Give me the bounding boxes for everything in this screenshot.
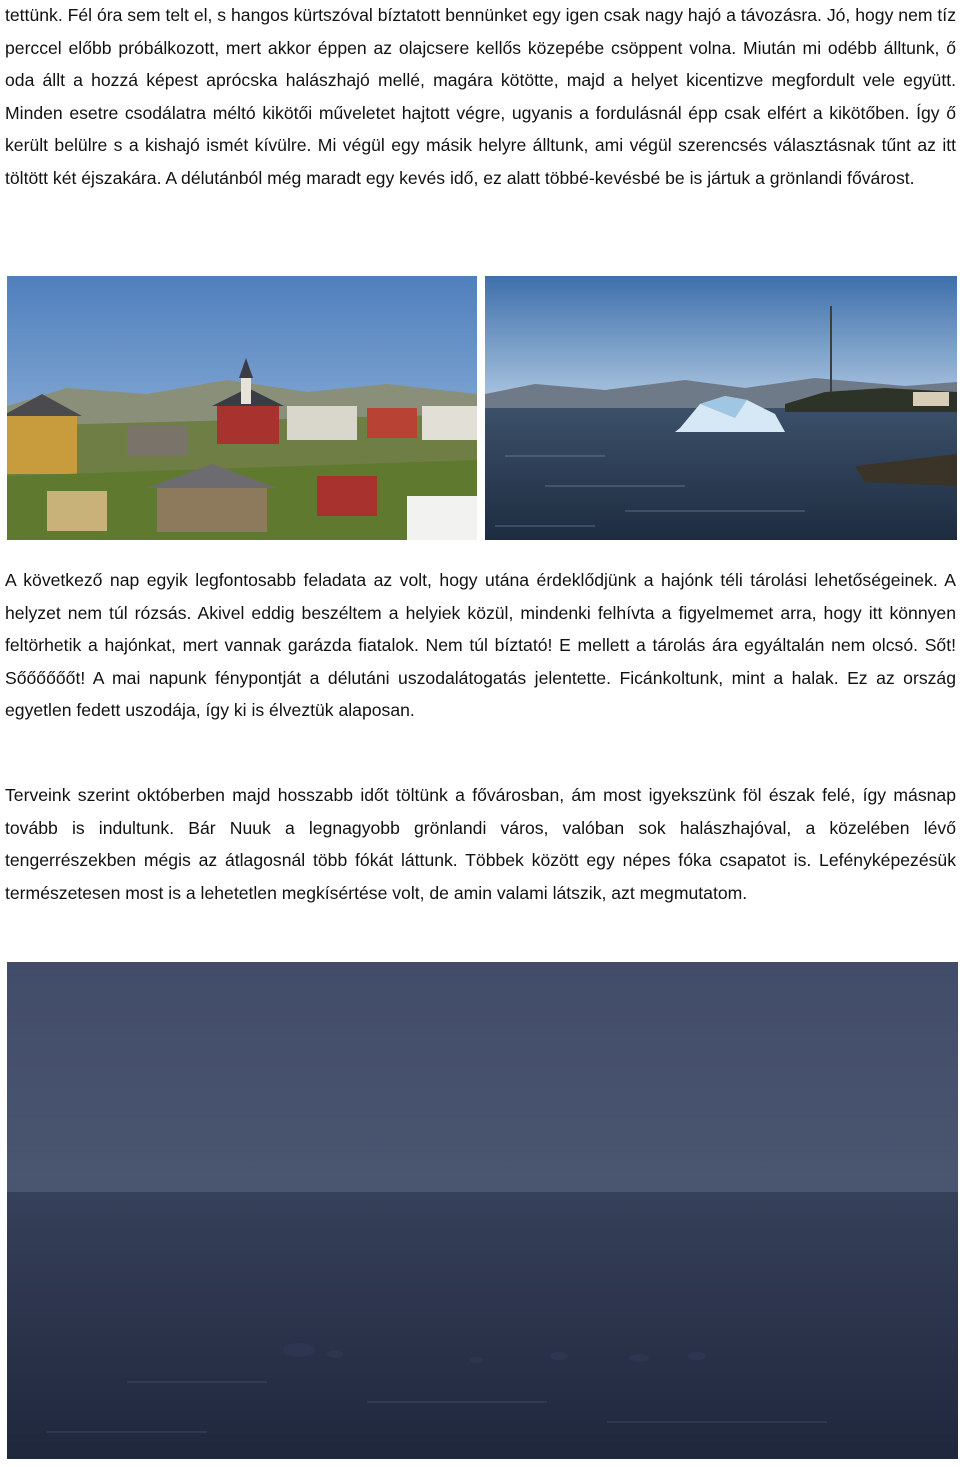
nuuk-town-photo xyxy=(7,276,477,540)
iceberg-harbor-photo xyxy=(485,276,957,540)
paragraph-intro: tettünk. Fél óra sem telt el, s hangos kürtszóval bíztatott bennünket egy igen csak nagy hajó a távozásra. Jó, hogy nem tíz perccel előbb próbálkozott, mert akkor éppen az olajcsere kellős közepébe csöppent volna. Miután mi odébb álltunk, ő oda állt a hozzá képest aprócska halászhajó mellé, magára kötötte, majd a helyet kicentizve megfordult vele együtt. Minden esetre csodálatra méltó kikötői műveletet hajtott végre, ugyanis a fordulásnál épp csak elfért a kikötőben. Így ő került belülre s a kishajó ismét kívülre. Mi végül egy másik helyre álltunk, ami végül szerencsés választásnak tűnt az itt töltött két éjszakára. A délutánból még maradt egy kevés idő, ez alatt többé-kevésbé be is jártuk a grönlandi fővárost. xyxy=(5,5,956,188)
seals-in-water-photo xyxy=(7,962,958,1459)
paragraph-seals: Terveink szerint októberben majd hosszabb időt töltünk a fővárosban, ám most igyekszünk föl észak felé, így másnap tovább is indultunk. Bár Nuuk a legnagyobb grönlandi város, valóban sok halászhajóval, a közelében lévő tengerrészekben mégis az átlagosnál több fókát láttunk. Többek között egy népes fóka csapatot is. Lefényképezésük természetesen most is a lehetetlen megkísértése volt, de amin valami látszik, azt megmutatom. xyxy=(5,785,956,903)
paragraph-winter-storage: A következő nap egyik legfontosabb feladata az volt, hogy utána érdeklődjünk a hajónk téli tárolási lehetőségeinek. A helyzet nem túl rózsás. Akivel eddig beszéltem a helyiek közül, mindenki felhívta a figyelmemet arra, hogy itt könnyen feltörhetik a hajónkat, mert vannak garázda fiatalok. Nem túl bíztató! E mellett a tárolás ára egyáltalán nem olcsó. Sőt! Sőőőőőőt! A mai napunk fénypontját a délutáni uszodalátogatás jelentette. Ficánkoltunk, mint a halak. Ez az ország egyetlen fedett uszodája, így ki is élveztük alaposan. xyxy=(5,570,956,720)
